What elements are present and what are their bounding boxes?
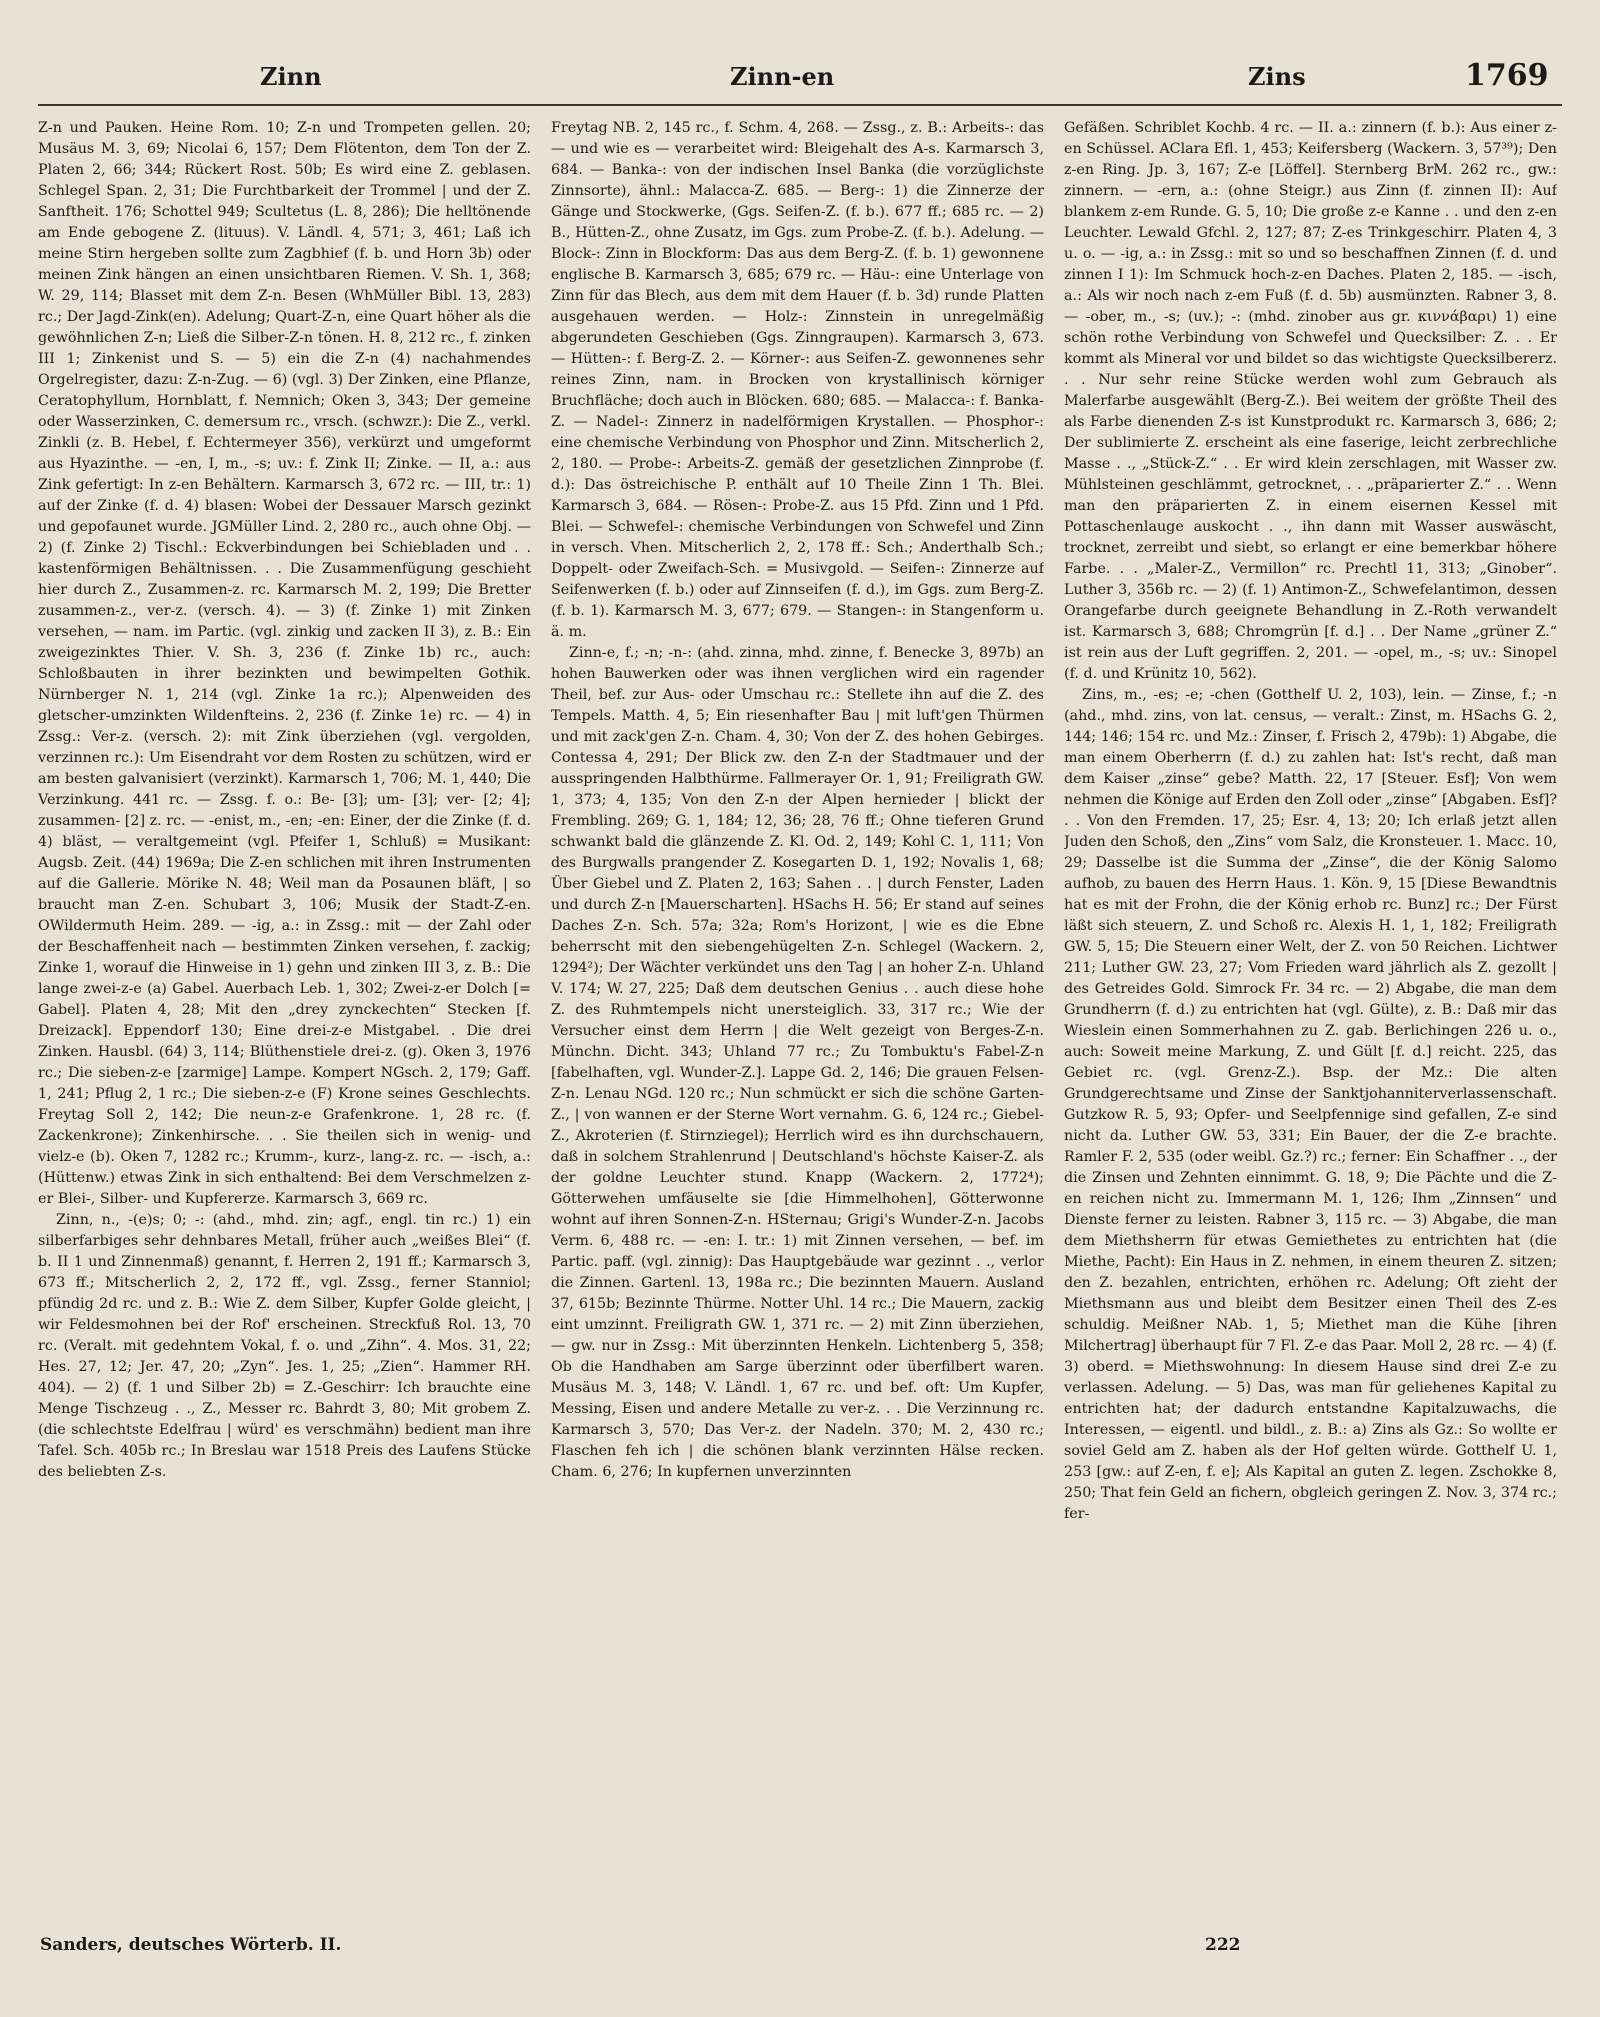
running-header xyxy=(40,58,1560,102)
entry-paragraph: Z-n und Pauken. Heine Rom. 10; Z-n und Trompeten gellen. 20; Musäus M. 3, 69; Nicolai 6, 157; Dem Flötenton, dem Ton der Z. Platen 2, 66; 344; Rückert Rost. 50b; Es wird eine Z. geblasen. Schlegel Span. 2, 31; Die Furchtbarkeit der Trommel | und der Z. Sanftheit. 176; Schottel 949; Scultetus (L. 8, 286); Die helltönende am Ende gebogene Z. (lituus). V. Ländl. 4, 571; 3, 461; Laß ich meine Stirn hergeben sollte zum Zagbhief (f. b. und Horn 3b) oder meinen Zink hängen an einen unsichtbaren Riemen. V. Sh. 1, 368; W. 29, 114; Blasset mit dem Z-n. Besen (WhMüller Bibl. 13, 283) rc.; Der Jagd-Zink(en). Adelung; Quart-Z-n, eine Quart höher als die gewöhnlichen Z-n; Ließ die Silber-Z-n tönen. H. 8, 212 rc., f. zinken III 1; Zinkenist und S. — 5) ein die Z-n (4) nachahmendes Orgelregister, dazu: Z-n-Zug. — 6) (vgl. 3) Der Zinken, eine Pflanze, Ceratophyllum, Hornblatt, f. Nemnich; Oken 3, 343; Der gemeine oder Wasserzinken, C. demersum rc., vrsch. (schwzr.): Die Z., verkl. Zinkli (z. B. Hebel, f. Echtermeyer 356), verkürzt und umgeformt aus Hyazinthe. — -en, I, m., -s; uv.: f. Zink II; Zinke. — II, a.: aus Zink gefertigt: In z-en Behältern. Karmarsch 3, 672 rc. — III, tr.: 1) auf der Zinke (f. d. 4) blasen: Wobei der Dessauer Marsch gezinkt und gepofaunet wurde. JGMüller Lind. 2, 280 rc., auch ohne Obj. — 2) (f. Zinke 2) Tischl.: Eckverbindungen bei Schiebladen und . . kastenförmigen Behältnissen. . . Die Zusammenfügung geschieht hier durch Z., Zusammen-z. rc. Karmarsch M. 2, 199; Die Bretter zusammen-z., ver-z. (versch. 4). — 3) (f. Zinke 1) mit Zinken versehen, — nam. im Partic. (vgl. zinkig und zacken II 3), z. B.: Ein zweigezinktes Thier. V. Sh. 3, 236 (f. Zinke 1b) rc., auch: Schloßbauten in ihrer bezinkten und bewimpelten Gothik. Nürnberger N. 1, 214 (vgl. Zinke 1a rc.); Alpenweiden des gletscher-umzinkten Wildenfteins. 2, 236 (f. Zinke 1e) rc. — 4) in Zssg.: Ver-z. (versch. 2): mit Zink überziehen (vgl. vergolden, verzinnen rc.): Um Eisendraht vor dem Rosten zu schützen, wird er am besten galvanisiert (verzinkt). Karmarsch 1, 706; M. 1, 440; Die Verzinkung. 441 rc. — Zssg. f. o.: Be- [3]; um- [3]; ver- [2; 4]; zusammen- [2] z. rc. — -enist, m., -en; -en: Einer, der die Zinke (f. d. 4) bläst, — veraltgemeint (vgl. Pfeifer 1, Schluß) = Musikant: Augsb. Zeit. (44) 1969a; Die Z-en schlichen mit ihren Instrumenten auf die Gallerie. Mörike N. 48; Weil man da Posaunen bläft, | so braucht man Z-en. Schubart 3, 106; Musik der Stadt-Z-en. OWildermuth Heim. 289. — -ig, a.: in Zssg.: mit — der Zahl oder der Beschaffenheit nach — bestimmten Zinken versehen, f. zackig; Zinke 1, worauf die Hinweise in 1) gehn und zinken III 3, z. B.: Die lange zwei-z-e (a) Gabel. Auerbach Leb. 1, 302; Zwei-z-er Dolch [= Gabel]. Platen 4, 28; Mit den „drey zynckechten“ Stecken [f. Dreizack]. Eppendorf 130; Eine drei-z-e Mistgabel. . Die drei Zinken. Hausbl. (64) 3, 114; Blüthenstiele drei-z. (g). Oken 3, 1976 rc.; Die sieben-z-e [zarmige] Lampe. Kompert NGsch. 2, 179; Gaff. 1, 241; Pflug 2, 1 rc.; Die sieben-z-e (F) Krone seines Geschlechts. Freytag Soll 2, 142; Die neun-z-e Grafenkrone. 1, 28 rc. (f. Zackenkrone); Zinkenhirsche. . . Sie theilen sich in wenig- und vielz-e (b). Oken 7, 1282 rc.; Krumm-, kurz-, lang-z. rc. — -isch, a.: (Hüttenw.) etwas Zink in sich enthaltend: Bei dem Verschmelzen z-er Blei-, Silber- und Kupfererze. Karmarsch 3, 669 rc. xyxy=(38,120,531,1207)
entry-paragraph: Zinn-e, f.; -n; -n-: (ahd. zinna, mhd. zinne, f. Benecke 3, 897b) an hohen Bauwerken oder was ihnen verglichen wird ein ragender Theil, bef. zur Aus- oder Umschau rc.: Stellete ihn auf die Z. des Tempels. Matth. 4, 5; Ein riesenhafter Bau | mit luft'gen Thürmen und mit zack'gen Z-n. Cham. 4, 30; Von der Z. des hohen Gebirges. Contessa 4, 291; Der Blick zw. den Z-n der Stadtmauer und der ausspringenden Halbthürme. Fallmerayer Or. 1, 91; Freiligrath GW. 1, 373; 4, 135; Von den Z-n der Alpen hernieder | blickt der Frembling. 269; G. 1, 184; 12, 36; 28, 76 ff.; Ohne tieferen Grund schwankt bald die glänzende Z. Kl. Od. 2, 149; Kohl C. 1, 111; Von des Burgwalls prangender Z. Kosegarten D. 1, 192; Novalis 1, 68; Über Giebel und Z. Platen 2, 163; Sahen . . | durch Fenster, Laden und durch Z-n [Mauerscharten]. HSachs H. 56; Er stand auf seines Daches Z-n. Sch. 57a; 32a; Rom's Horizont, | wie es die Ebne beherrscht mit den siebengehügelten Z-n. Schlegel (Wackern. 2, 1294²); Der Wächter verkündet uns den Tag | an hoher Z-n. Uhland V. 174; W. 27, 225; Daß dem deutschen Genius . . auch diese hohe Z. des Ruhmtempels nicht unersteiglich. 33, 317 rc.; Wie der Versucher einst dem Herrn | die Welt gezeigt von Berges-Z-n. Münchn. Dicht. 343; Uhland 77 rc.; Zu Tombuktu's Fabel-Z-n [fabelhaften, vgl. Wunder-Z.]. Lappe Gd. 2, 146; Die grauen Felsen-Z-n. Lenau NGd. 120 rc.; Nun schmückt er sich die schöne Garten-Z., | von wannen er der Sterne Wort vernahm. G. 6, 124 rc.; Giebel-Z., Akroterien (f. Stirnziegel); Herrlich wird es ihn durchschauern, daß in solchem Strahlenrund | Deutschland's höchste Kaiser-Z. als der goldne Leuchter stund. Knapp (Wackern. 2, 1772⁴); Götterwehen umfäuselte sie [die Himmelhohen], Götterwonne wohnt auf ihren Sonnen-Z-n. HSternau; Grigi's Wunder-Z-n. Jacobs Verm. 6, 488 rc. — -en: I. tr.: 1) mit Zinnen versehen, — bef. im Partic. paff. (vgl. zinnig): Das Hauptgebäude war gezinnt . ., verlor die Zinnen. Gartenl. 13, 198a rc.; Die bezinnten Mauern. Ausland 37, 615b; Bezinnte Thürme. Notter Uhl. 14 rc.; Die Mauern, zackig eint umzinnt. Freiligrath GW. 1, 371 rc. — 2) mit Zinn überziehen, — gw. nur in Zssg.: Mit überzinnten Henkeln. Lichtenberg 5, 358; Ob die Handhaben am Sarge überzinnt oder überfilbert waren. Musäus M. 3, 148; V. Ländl. 1, 67 rc. und bef. oft: Um Kupfer, Messing, Eisen und andere Metalle zu ver-z. . . Die Verzinnung rc. Karmarsch 3, 570; Das Ver-z. der Nadeln. 370; M. 2, 430 rc.; Flaschen feh ich | die schönen blank verzinnten Hälse recken. Cham. 6, 276; In kupfernen unverzinnten xyxy=(551,645,1044,1480)
header-rule xyxy=(38,104,1562,106)
footer-signature: 222 xyxy=(1205,1935,1241,1955)
column-2 xyxy=(551,118,1044,1918)
column-3 xyxy=(1064,118,1557,1918)
header-left-word: Zinn xyxy=(260,62,322,91)
footer-imprint: Sanders, deutsches Wörterb. II. xyxy=(40,1935,342,1955)
text-columns xyxy=(38,118,1562,1918)
entry-paragraph: Gefäßen. Schriblet Kochb. 4 rc. — II. a.: zinnern (f. b.): Aus einer z-en Schüssel. AClara Efl. 1, 453; Keifersberg (Wackern. 3, 57³⁹); Den z-en Ring. Jp. 3, 167; Z-e [Löffel]. Sternberg BrM. 262 rc., gw.: zinnern. — -ern, a.: (ohne Steigr.) aus Zinn (f. zinnen II): Auf blankem z-em Runde. G. 5, 10; Die große z-e Kanne . . und den z-en Leuchter. Lewald Gfchl. 2, 127; 87; Z-es Trinkgeschirr. Platen 4, 3 u. o. — -ig, a.: in Zssg.: mit so und so beschaffnen Zinnen (f. d. und zinnen I 1): Im Schmuck hoch-z-en Daches. Platen 2, 185. — -isch, a.: Als wir noch nach z-em Fuß (f. d. 5b) ausmünzten. Rabner 3, 8. — -ober, m., -s; (uv.); -: (mhd. zinober aus gr. κιννάβαρι) 1) eine schön rothe Verbindung von Schwefel und Quecksilber: Z. . . Er kommt als Mineral vor und bildet so das wichtigste Quecksilbererz. . . Nur sehr reine Stücke werden wohl zum Gebrauch als Malerfarbe ausgewählt (Berg-Z.). Bei weitem der größte Theil des als Farbe dienenden Z-s ist Kunstprodukt rc. Karmarsch 3, 686; 2; Der sublimierte Z. erscheint als eine faserige, leicht zerbrechliche Masse . ., „Stück-Z.“ . . Er wird klein zerschlagen, mit Wasser zw. Mühlsteinen geschlämmt, getrocknet, . . „präparierter Z.“ . . Wenn man den präparierten Z. in einem eisernen Kessel mit Pottaschenlauge auskocht . ., ihn dann mit Wasser auswäscht, trocknet, zerreibt und siebt, so erlangt er eine bemerkbar höhere Farbe. . . „Maler-Z., Vermillon“ rc. Prechtl 11, 313; „Ginober“. Luther 3, 356b rc. — 2) (f. 1) Antimon-Z., Schwefelantimon, dessen Orangefarbe durch geeignete Behandlung in Z.-Roth verwandelt ist. Karmarsch 3, 688; Chromgrün [f. d.] . . Der Name „grüner Z.“ ist rein aus der Luft gegriffen. 2, 201. — -opel, m., -s; uv.: Sinopel (f. d. und Krünitz 10, 562). xyxy=(1064,120,1557,682)
column-1 xyxy=(38,118,531,1918)
entry-paragraph: Zins, m., -es; -e; -chen (Gotthelf U. 2, 103), lein. — Zinse, f.; -n (ahd., mhd. zins, von lat. census, — veralt.: Zinst, m. HSachs G. 2, 144; 146; 154 rc. und Mz.: Zinser, f. Frisch 2, 479b): 1) Abgabe, die man einem Oberherrn (f. d.) zu zahlen hat: Ist's recht, daß man dem Kaiser „zinse“ gebe? Matth. 22, 17 [Steuer. Esf]; Von wem nehmen die Könige auf Erden den Zoll oder „zinse“ [Abgaben. Esf]? . . Von den Fremden. 17, 25; Esr. 4, 13; 20; Ich erlaß jetzt allen Juden den Schoß, den „Zins“ vom Salz, die Kronsteuer. 1. Macc. 10, 29; Dasselbe ist die Summa der „Zinse“, die der König Salomo aufhob, zu bauen des Herrn Haus. 1. Kön. 9, 15 [Diese Bewandtnis hat es mit der Frohn, die der König erhob rc. Bunz] rc.; Der Fürst läßt sich steuern, Z. und Schoß rc. Alexis H. 1, 1, 182; Freiligrath GW. 5, 15; Die Steuern einer Welt, der Z. von 50 Reichen. Lichtwer 211; Luther GW. 23, 27; Vom Frieden ward jährlich als Z. gezollt | des Getreides Gold. Simrock Fr. 34 rc. — 2) Abgabe, die man dem Grundherrn (f. d.) zu entrichten hat (vgl. Gülte), z. B.: Daß mir das Wieslein einen Sommerhahnen zu Z. gab. Berlichingen 226 u. o., auch: Soweit meine Markung, Z. und Gült [f. d.] reicht. 225, das Gebiet rc. (vgl. Grenz-Z.). Bsp. der Mz.: Die alten Grundgerechtsame und Zinse der Sanktjohanniterverlassenschaft. Gutzkow R. 5, 93; Opfer- und Seelpfennige sind gefallen, Z-e sind nicht da. Luther GW. 53, 331; Ein Bauer, der die Z-e brachte. Ramler F. 2, 535 (oder weibl. Gz.?) rc.; ferner: Ein Schaffner . ., der die Zinsen und Zehnten einnimmt. G. 18, 9; Die Pächte und die Z-en reichen nicht zu. Immermann M. 1, 126; Ihm „Zinnsen“ und Dienste ferner zu leisten. Rabner 3, 115 rc. — 3) Abgabe, die man dem Miethsherrn für etwas Gemiethetes zu entrichten hat (die Miethe, Pacht): Ein Haus in Z. nehmen, in einem theuren Z. sitzen; den Z. bezahlen, entrichten, erhöhen rc. Adelung; Oft zieht der Miethsmann aus und bleibt dem Besitzer einen Theil des Z-es schuldig. Meißner NAb. 1, 5; Miethet man die Kühe [ihren Milchertrag] überhaupt für 7 Fl. Z-e das Paar. Moll 2, 28 rc. — 4) (f. 3) oberd. = Miethswohnung: In diesem Hause sind drei Z-e zu verlassen. Adelung. — 5) Das, was man für geliehenes Kapital zu entrichten hat; der dadurch entstandne Kapitalzuwachs, die Interessen, — eigentl. und bildl., z. B.: a) Zins als Gz.: So wollte er soviel Geld am Z. haben als der Hof gelten würde. Gotthelf U. 1, 253 [gw.: auf Z-en, f. e]; Als Kapital an guten Z. legen. Zschokke 8, 250; That fein Geld an fichern, obgleich geringen Z. Nov. 3, 374 rc.; fer- xyxy=(1064,687,1557,1522)
page-number: 1769 xyxy=(1465,58,1549,93)
header-center-word: Zinn-en xyxy=(730,62,835,91)
entry-paragraph: Freytag NB. 2, 145 rc., f. Schm. 4, 268. — Zssg., z. B.: Arbeits-: das — und wie es — verarbeitet wird: Bleigehalt des A-s. Karmarsch 3, 684. — Banka-: von der indischen Insel Banka (die vorzüglichste Zinnsorte), ähnl.: Malacca-Z. 685. — Berg-: 1) die Zinnerze der Gänge und Stockwerke, (Ggs. Seifen-Z. (f. b.). 677 ff.; 685 rc. — 2) B., Hütten-Z., ohne Zusatz, im Ggs. zum Probe-Z. (f. b.). Adelung. — Block-: Zinn in Blockform: Das aus dem Berg-Z. (f. b. 1) gewonnene englische B. Karmarsch 3, 685; 679 rc. — Häu-: eine Unterlage von Zinn für das Blech, aus dem mit dem Hauer (f. b. 3d) runde Platten ausgehauen werden. — Holz-: Zinnstein in unregelmäßig abgerundeten Geschieben (Ggs. Zinngraupen). Karmarsch 3, 673. — Hütten-: f. Berg-Z. 2. — Körner-: aus Seifen-Z. gewonnenes sehr reines Zinn, nam. in Brocken von krystallinisch körniger Bruchfläche; doch auch in Blöcken. 680; 685. — Malacca-: f. Banka-Z. — Nadel-: Zinnerz in nadelförmigen Krystallen. — Phosphor-: eine chemische Verbindung von Phosphor und Zinn. Mitscherlich 2, 2, 180. — Probe-: Arbeits-Z. gemäß der gesetzlichen Zinnprobe (f. d.): Das östreichische P. enthält auf 10 Theile Zinn 1 Th. Blei. Karmarsch 3, 684. — Rösen-: Probe-Z. aus 15 Pfd. Zinn und 1 Pfd. Blei. — Schwefel-: chemische Verbindungen von Schwefel und Zinn in versch. Vhen. Mitscherlich 2, 2, 178 ff.: Sch.; Anderthalb Sch.; Doppelt- oder Zweifach-Sch. = Musivgold. — Seifen-: Zinnerze auf Seifenwerken (f. b.) oder auf Zinnseifen (f. d.), im Ggs. zum Berg-Z. (f. b. 1). Karmarsch M. 3, 677; 679. — Stangen-: in Stangenform u. ä. m. xyxy=(551,120,1044,640)
header-right-word: Zins xyxy=(1248,62,1306,91)
entry-paragraph: Zinn, n., -(e)s; 0; -: (ahd., mhd. zin; agf., engl. tin rc.) 1) ein silberfarbiges sehr dehnbares Metall, früher auch „weißes Blei“ (f. b. II 1 und Zinnenmaß) genannt, f. Herren 2, 191 ff.; Karmarsch 3, 673 ff.; Mitscherlich 2, 2, 172 ff., vgl. Zssg., ferner Stanniol; pfündig 2d rc. und z. B.: Wie Z. dem Silber, Kupfer Golde gleicht, | wir Feldesmohnen bei der Rof' erscheinen. Streckfuß Rol. 13, 70 rc. (Veralt. mit gedehntem Vokal, f. o. und „Zihn“. 4. Mos. 31, 22; Hes. 27, 12; Jer. 47, 20; „Zyn“. Jes. 1, 25; „Zien“. Hammer RH. 404). — 2) (f. 1 und Silber 2b) = Z.-Geschirr: Ich brauchte eine Menge Tischzeug . ., Z., Messer rc. Bahrdt 3, 80; Mit grobem Z. (die schlechtste Edelfrau | würd' es verschmähn) bedient man ihre Tafel. Sch. 405b rc.; In Breslau war 1518 Preis des Laufens Stücke des beliebten Z-s. xyxy=(38,1212,531,1480)
